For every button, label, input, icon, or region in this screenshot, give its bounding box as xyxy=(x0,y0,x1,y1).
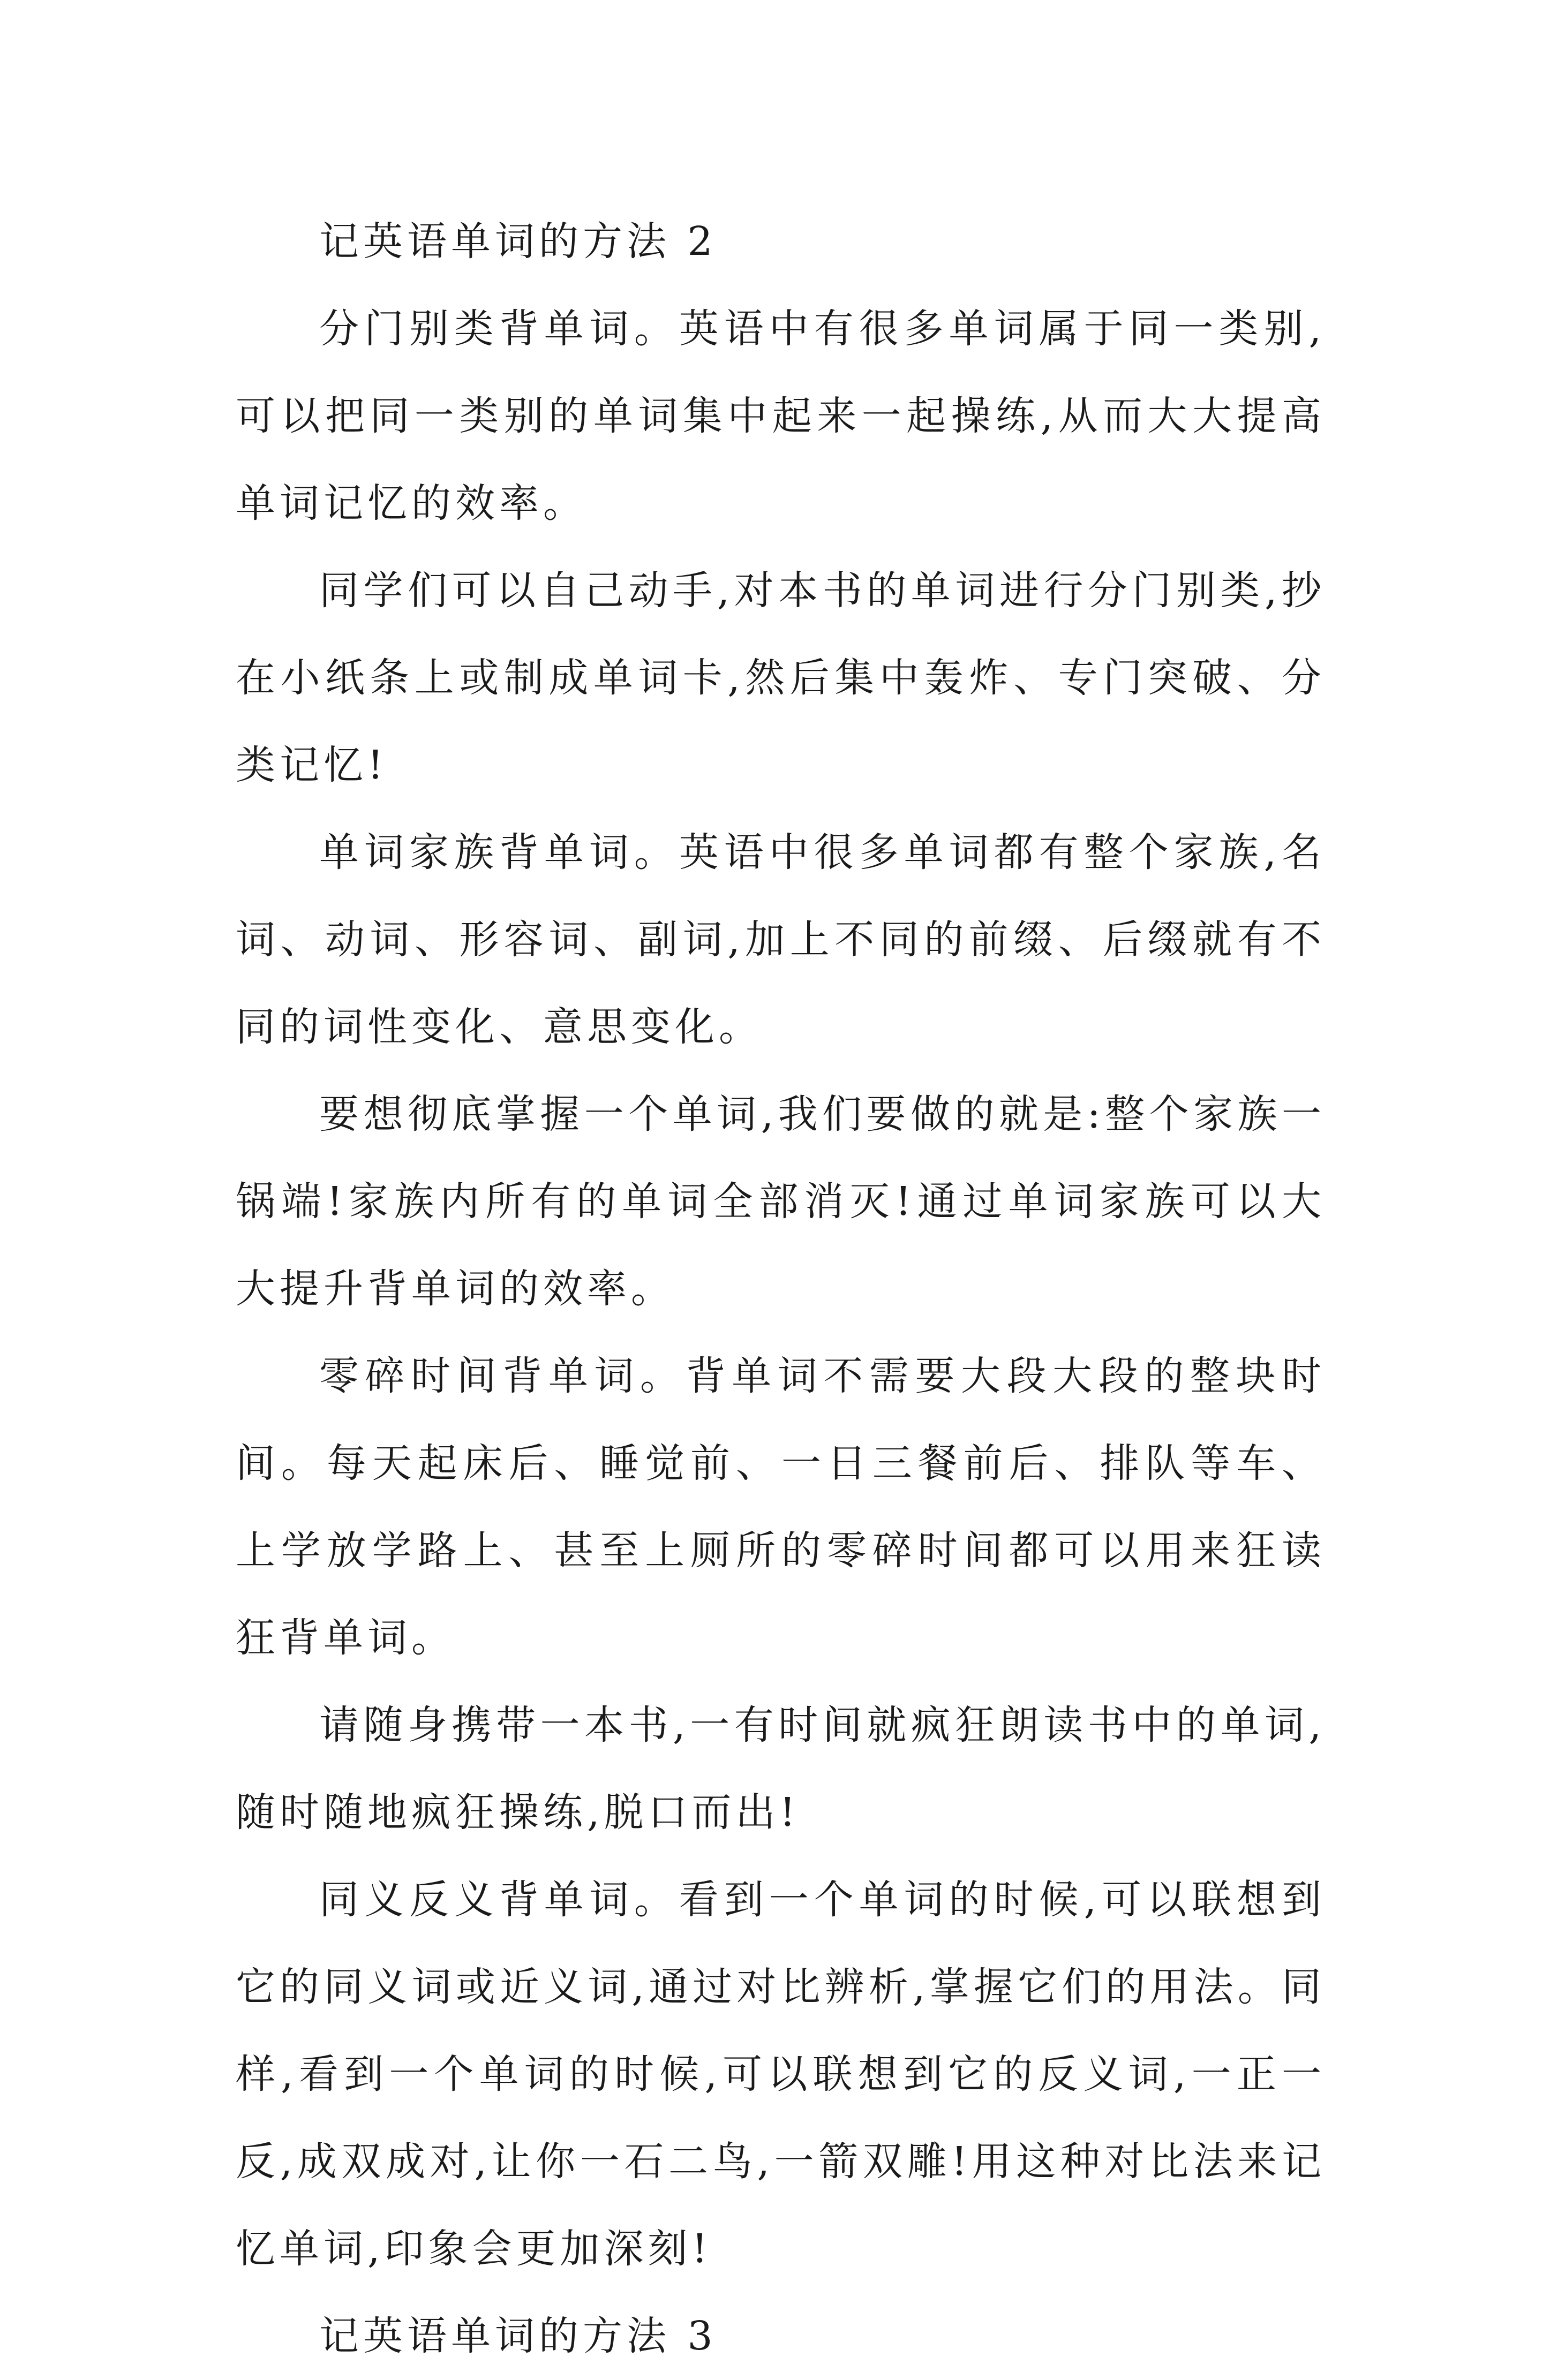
paragraph: 同学们可以自己动手,对本书的单词进行分门别类,抄在小纸条上或制成单词卡,然后集中轰炸、专门突破、分类记忆! xyxy=(236,568,1326,788)
paragraph: 要想彻底掌握一个单词,我们要做的就是:整个家族一锅端!家族内所有的单词全部消灭!通过单词家族可以大大提升背单词的效率。 xyxy=(236,1091,1326,1312)
document-body xyxy=(236,198,1326,2380)
paragraph: 零碎时间背单词。背单词不需要大段大段的整块时间。每天起床后、睡觉前、一日三餐前后、排队等车、上学放学路上、甚至上厕所的零碎时间都可以用来狂读狂背单词。 xyxy=(236,1353,1326,1661)
paragraph: 请随身携带一本书,一有时间就疯狂朗读书中的单词,随时随地疯狂操练,脱口而出! xyxy=(236,1702,1326,1835)
section-heading: 记英语单词的方法 3 xyxy=(319,2313,717,2359)
paragraph: 同义反义背单词。看到一个单词的时候,可以联想到它的同义词或近义词,通过对比辨析,掌握它们的用法。同样,看到一个单词的时候,可以联想到它的反义词,一正一反,成双成对,让你一石二鸟,一箭双雕!用这种对比法来记忆单词,印象会更加深刻! xyxy=(236,1877,1326,2272)
section-heading: 记英语单词的方法 2 xyxy=(319,218,717,265)
paragraph: 单词家族背单词。英语中很多单词都有整个家族,名词、动词、形容词、副词,加上不同的前缀、后缀就有不同的词性变化、意思变化。 xyxy=(236,829,1326,1050)
paragraph: 分门别类背单词。英语中有很多单词属于同一类别,可以把同一类别的单词集中起来一起操练,从而大大提高单词记忆的效率。 xyxy=(236,306,1326,526)
